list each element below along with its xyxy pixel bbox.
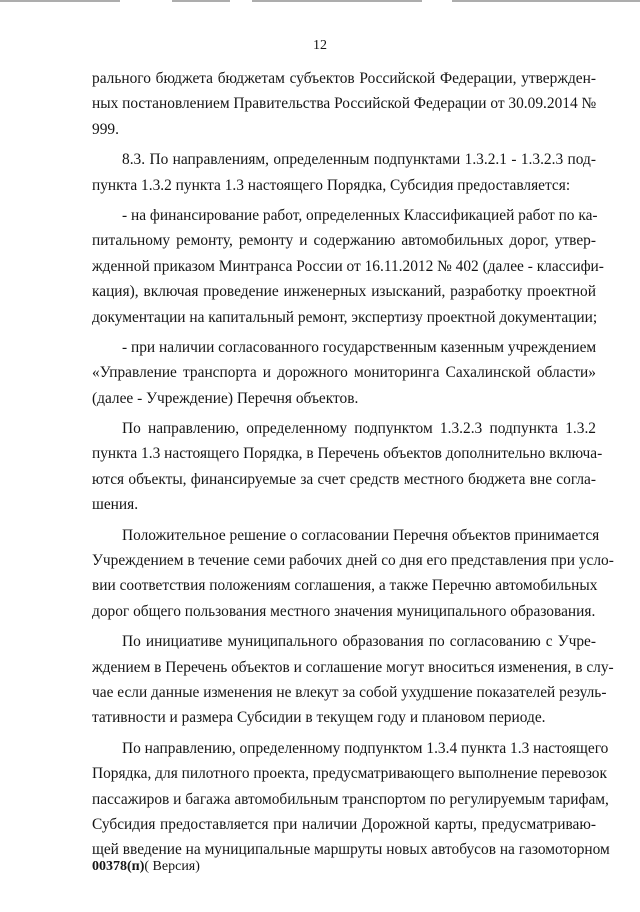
text-line: тативности и размера Субсидии в текущем году и плановом периоде. [92,709,546,727]
paragraph [92,523,614,625]
scan-edge-mark [0,0,120,2]
text-line: - при наличии согласованного государственным казенным учреждением [122,338,597,356]
text-line: По направлению, определенному подпунктом 1.3.4 пункта 1.3 настоящего [122,739,609,757]
text-line: Положительное решение о согласовании Перечня объектов принимается [122,526,600,544]
text-line: пункта 1.3 настоящего Порядка, в Перечень объектов дополнительно включа- [92,445,603,463]
document-footer [92,858,200,876]
scan-edge-mark [172,0,230,2]
paragraph [92,416,603,518]
text-line: щей введение на муниципальные маршруты новых автобусов на газомоторном [92,841,610,859]
paragraph [92,736,610,863]
text-line: По инициативе муниципального образования по согласованию с Учре- [122,633,596,651]
page-number: 12 [313,38,327,53]
paragraph [92,203,604,330]
text-line: 999. [92,120,119,138]
text-line: ждением в Перечень объектов и соглашение могут вноситься изменения, в слу- [92,658,614,676]
paragraph [92,66,596,142]
text-line: - на финансирование работ, определенных Классификацией работ по ка- [122,206,598,224]
text-line: Учреждением в течение семи рабочих дней со дня его представления при усло- [92,552,614,570]
text-line: питальному ремонту, ремонту и содержанию автомобильных дорог, утвер- [92,232,596,250]
scan-edge-mark [252,0,422,2]
text-line: 8.3. По направлениям, определенным подпунктами 1.3.2.1 - 1.3.2.3 под- [122,151,596,169]
text-line: рального бюджета бюджетам субъектов Российской Федерации, утвержден- [92,70,596,87]
text-line: чае если данные изменения не влекут за собой ухудшение показателей резуль- [92,683,607,701]
text-line: (далее - Учреждение) Перечня объектов. [92,389,359,407]
text-line: По направлению, определенному подпунктом 1.3.2.3 подпункта 1.3.2 [122,420,596,438]
text-line: «Управление транспорта и дорожного мониторинга Сахалинской области» [92,364,596,382]
text-line: пассажиров и багажа автомобильным транспортом по регулируемым тарифам, [92,790,609,808]
document-body [92,66,614,863]
document-code: 00378(п) [92,859,145,874]
text-line: ных постановлением Правительства Российской Федерации от 30.09.2014 № [92,95,597,113]
text-line: жденной приказом Минтранса России от 16.11.2012 № 402 (далее - классифи- [92,257,604,275]
paragraph [92,147,596,198]
text-line: шения. [92,496,139,514]
text-line: кация), включая проведение инженерных изысканий, разработку проектной [92,283,596,301]
scan-edge-mark [452,0,640,2]
text-line: дорог общего пользования местного значения муниципального образования. [92,602,596,620]
text-line: Порядка, для пилотного проекта, предусматривающего выполнение перевозок [92,765,607,783]
text-line: вии соответствия положениям соглашения, а также Перечню автомобильных [92,577,598,595]
text-line: ются объекты, финансируемые за счет средств местного бюджета вне согла- [92,470,596,488]
text-line: Субсидия предоставляется при наличии Дорожной карты, предусматриваю- [92,815,596,833]
paragraph [92,335,596,411]
paragraph [92,629,614,731]
text-line: пункта 1.3.2 пункта 1.3 настоящего Порядка, Субсидия предоставляется: [92,176,571,194]
document-version-label: ( Версия) [144,859,200,874]
text-line: документации на капитальный ремонт, экспертизу проектной документации; [92,308,598,326]
